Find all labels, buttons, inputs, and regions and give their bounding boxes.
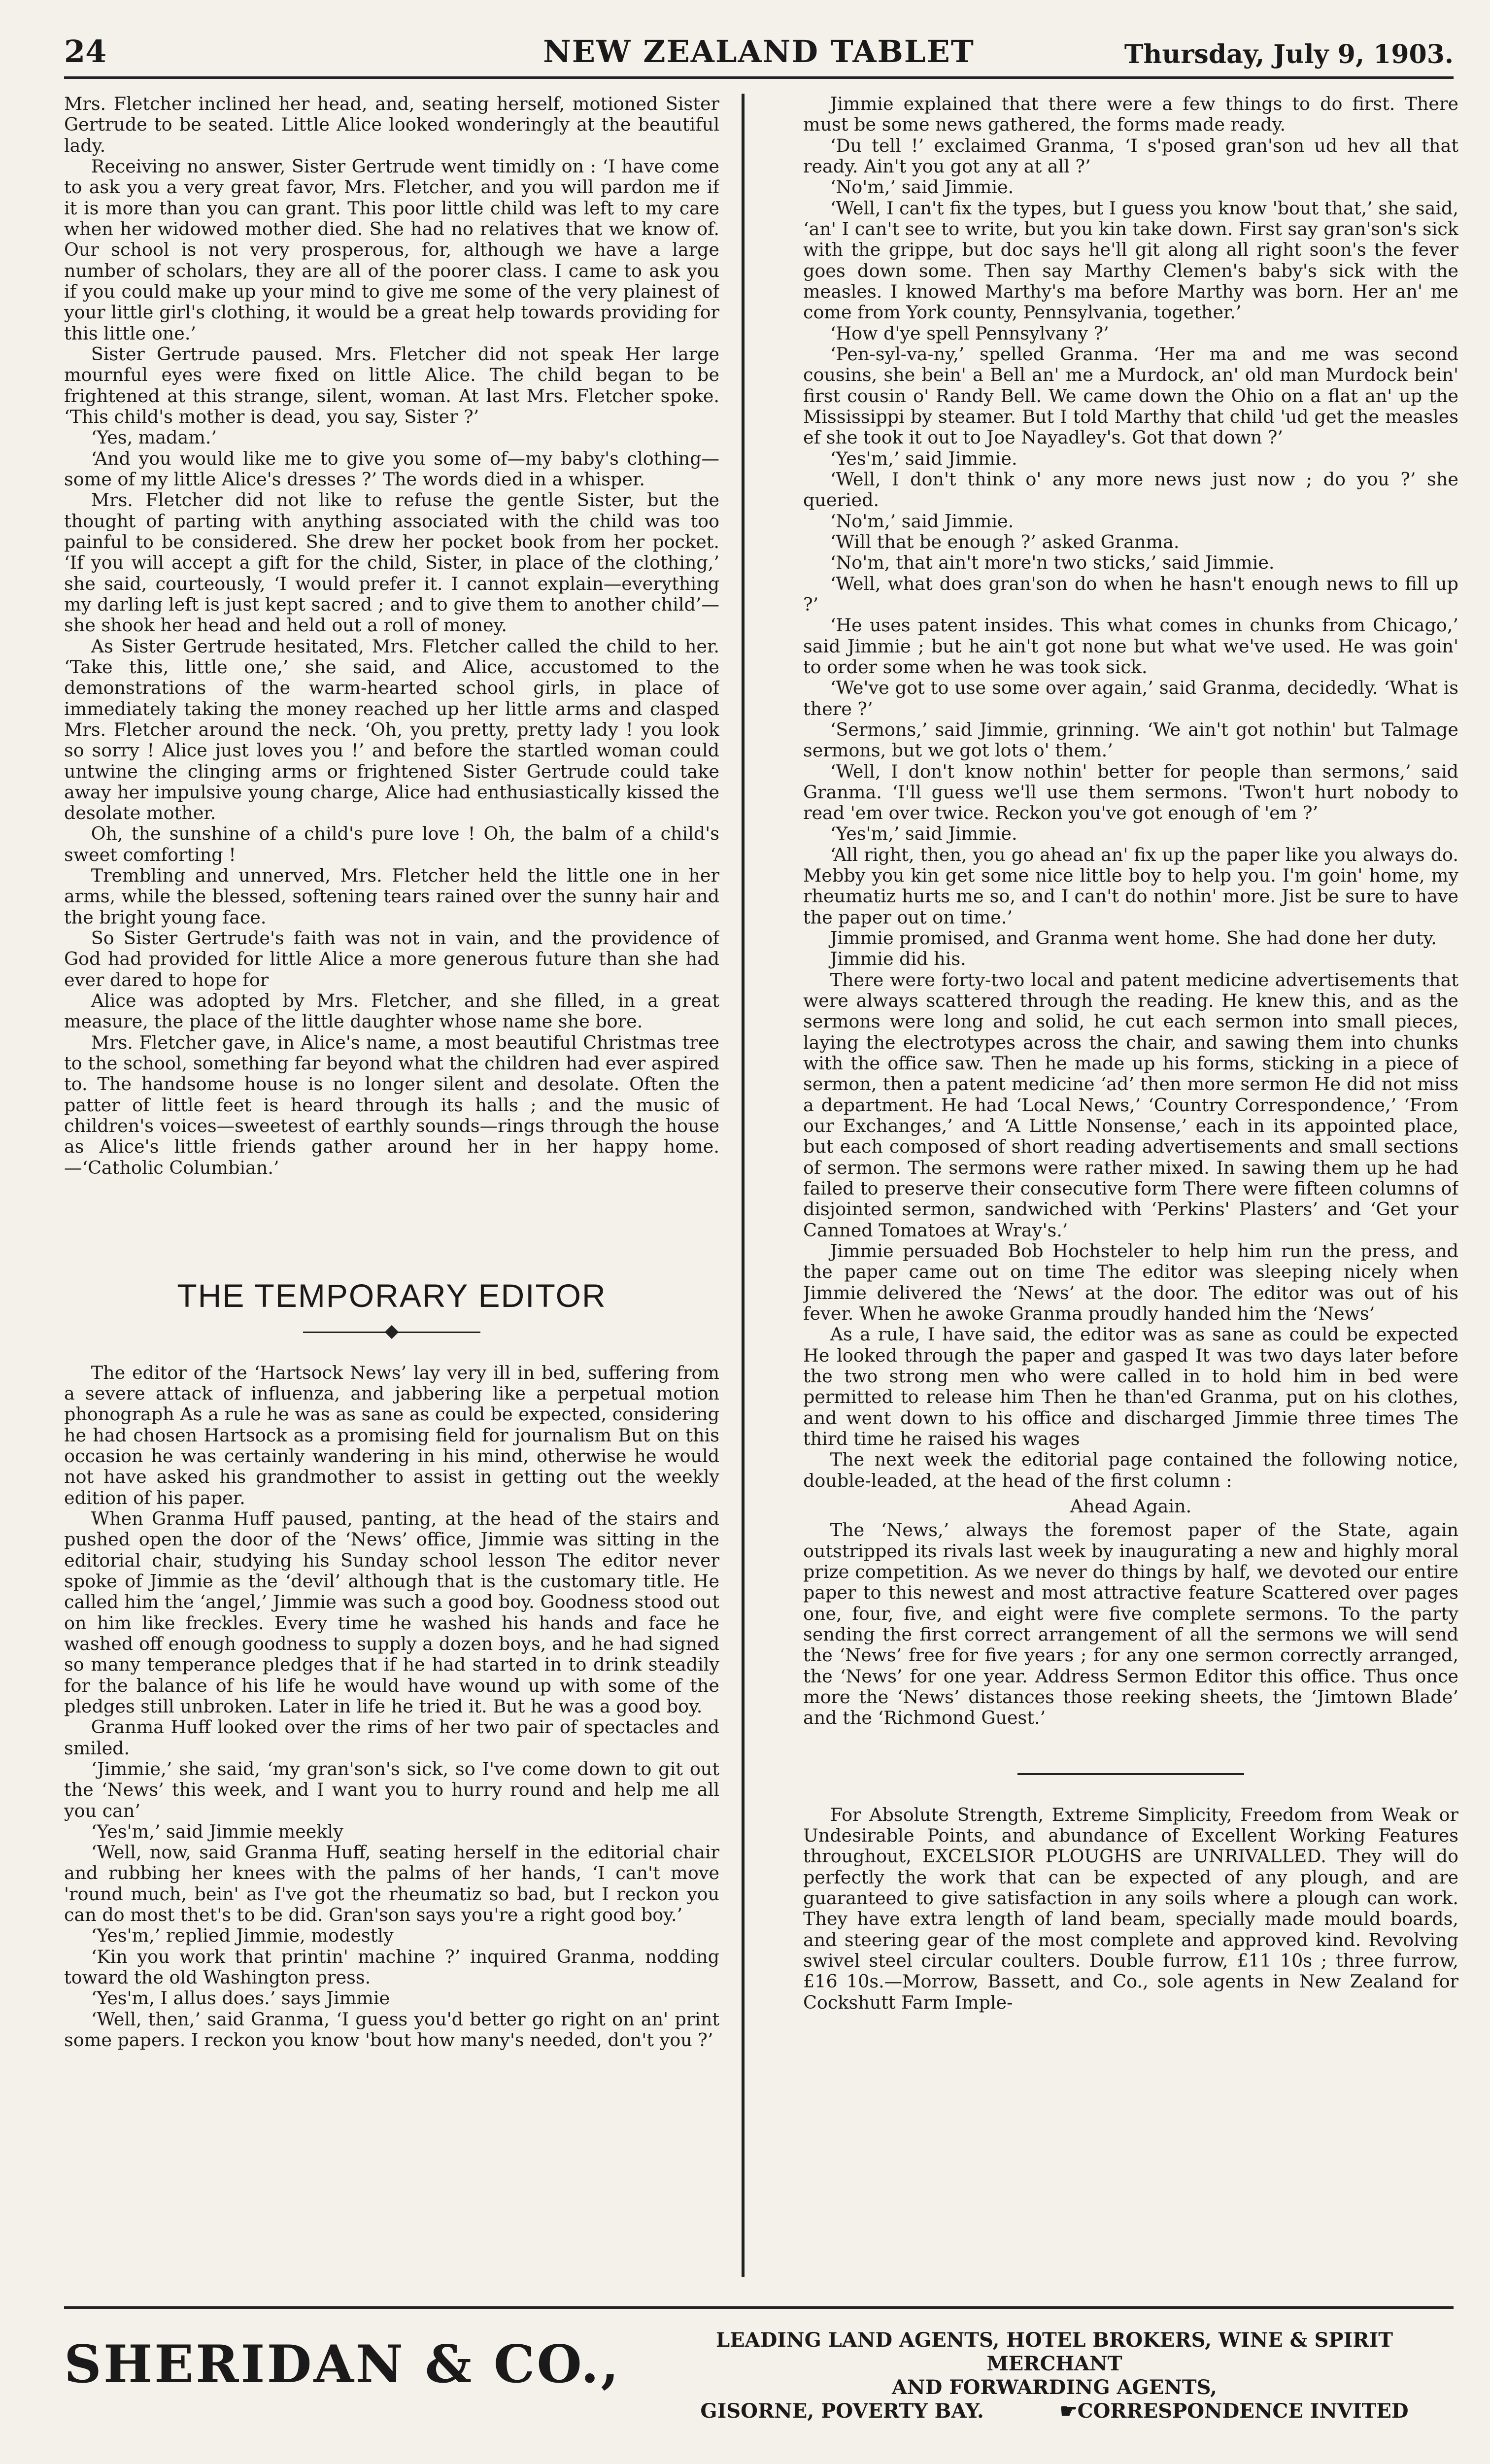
title-divider: [303, 1332, 480, 1333]
paragraph: ‘Yes'm,’ said Jimmie.: [830, 823, 1017, 845]
page-header: [64, 30, 1454, 79]
paragraph: Sister Gertrude paused. Mrs. Fletcher did not speak Her large mournful eyes were fixed on little Alice. The child began to be frightened at this strange, silent, woman. At last Mrs. Fletcher spoke. ‘This child's mother is dead, you say, Sister ?’: [64, 343, 719, 427]
footer-info: [655, 2328, 1454, 2423]
paragraph: ‘Yes'm, I allus does.’ says Jimmie: [91, 1987, 390, 2009]
column-rule: [742, 94, 745, 2277]
story-ending: [64, 94, 719, 1178]
paragraph: ‘How d'ye spell Pennsylvany ?’: [830, 322, 1109, 344]
paragraph: ‘No'm,’ said Jimmie.: [830, 510, 1014, 532]
paragraph: As a rule, I have said, the editor was as sane as could be expected He looked through the paper and gasped It was two days later before the two strong men who were called in to hold him in bed were permitted to release him Then he than'ed Granma, put on his clothes, and went down to his office and discharged Jimmie three times The third time he raised his wages: [803, 1324, 1458, 1449]
paragraph: ‘And you would like me to give you some of—my baby's clothing—some of my little Alice's dresses ?’ The words died in a whisper.: [64, 447, 719, 490]
paragraph: ‘All right, then, you go ahead an' fix up the paper like you always do. Mebby you kin get some nice little boy to help you. I'm goin' home, my rheumatiz hurts me so, and I can't do nothin' more. Jist be sure to have the paper out on time.’: [803, 844, 1458, 928]
paragraph: As Sister Gertrude hesitated, Mrs. Fletcher called the child to her. ‘Take this, little one,’ she said, and Alice, accustomed to the demonstrations of the warm-hearted school girls, in place of immediately taking the money reached up her little arms and clasped Mrs. Fletcher around the neck. ‘Oh, you pretty, pretty lady ! you look so sorry ! Alice just loves you !’ and before the startled woman could untwine the clinging arms or frightened Sister Gertrude could take away her impulsive young charge, Alice had enthusiastically kissed the desolate mother.: [64, 635, 719, 824]
paragraph: ‘Du tell !’ exclaimed Granma, ‘I s'posed gran'son ud hev all that ready. Ain't you got any at all ?’: [803, 135, 1458, 177]
paragraph: ‘Kin you work that printin' machine ?’ inquired Granma, nodding toward the old Washington press.: [64, 1946, 719, 1988]
paragraph: ‘No'm,’ said Jimmie.: [830, 176, 1014, 198]
paragraph: The next week the editorial page contained the following notice, double-leaded, at the head of the first column :: [803, 1449, 1458, 1491]
paragraph: ‘Yes'm,’ said Jimmie.: [830, 447, 1017, 469]
paragraph: Mrs. Fletcher inclined her head, and, seating herself, motioned Sister Gertrude to be seated. Little Alice looked wonderingly at the beautiful lady.: [64, 94, 719, 156]
brand-name: SHERIDAN & CO.,: [64, 2333, 621, 2395]
paragraph: ‘Well, I can't fix the types, but I guess you know 'bout that,’ she said, ‘an' I can't see to write, but you kin take down. First say gran'son's sick with the grippe, but doc says he'll git along all right soon's the fever goes down some. Then say Marthy Clemen's baby's sick with the measles. I knowed Marthy's ma before Marthy was born. Her an' me come from York county, Pennsylvania, together.’: [803, 197, 1458, 323]
footer-line1: LEADING LAND AGENTS, HOTEL BROKERS, WINE & SPIRIT MERCHANT: [715, 2328, 1393, 2375]
paragraph: ‘We've got to use some over again,’ said Granma, decidedly. ‘What is there ?’: [803, 677, 1458, 719]
paragraph: Trembling and unnerved, Mrs. Fletcher held the little one in her arms, while the blessed, softening tears rained over the sunny hair and the bright young face.: [64, 865, 719, 928]
editor-story: [64, 1363, 719, 2051]
page-number: 24: [64, 34, 107, 69]
paragraph: Mrs. Fletcher did not like to refuse the gentle Sister, but the thought of parting with anything associated with the child was too painful to be considered. She drew her pocket book from her pocket. ‘If you will accept a gift for the child, Sister, in place of the clothing,’ she said, courteously, ‘I would prefer it. I cannot explain—everything my darling left is just kept sacred ; and to give them to another child’—she shook her head and held out a roll of money.: [64, 489, 719, 636]
paragraph: ‘He uses patent insides. This what comes in chunks from Chicago,’ said Jimmie ; but he ain't got none but what we've used. He was goin' to order some when he was took sick.: [803, 615, 1458, 678]
masthead: NEW ZEALAND TABLET: [543, 34, 975, 69]
paragraph: Jimmie did his.: [830, 948, 966, 970]
paragraph: ‘Well, I don't know nothin' better for people than sermons,’ said Granma. ‘I'll guess we'll use them sermons. 'Twon't hurt nobody to read 'em over twice. Reckon you've got enough of 'em ?’: [803, 760, 1458, 824]
paragraph: Receiving no answer, Sister Gertrude went timidly on : ‘I have come to ask you a very great favor, Mrs. Fletcher, and you will pardon me if it is more than you can grant. This poor little child was left to my care when her widowed mother died. She had no relatives that we know of. Our school is not very prosperous, for, although we have a large number of scholars, they are all of the poorer class. I came to ask you if you could make up your mind to give me some of the very plainest of your little girl's clothing, it would be a great help towards providing for this little one.’: [64, 155, 719, 344]
paragraph: ‘Will that be enough ?’ asked Granma.: [830, 531, 1180, 552]
footer-correspondence: ☛CORRESPONDENCE INVITED: [1059, 2399, 1409, 2423]
footer-line3: [655, 2399, 1454, 2423]
paragraph: ‘Well, I don't think o' any more news just now ; do you ?’ she queried.: [803, 468, 1458, 511]
paragraph: Oh, the sunshine of a child's pure love ! Oh, the balm of a child's sweet comforting !: [64, 823, 719, 865]
issue-date: Thursday, July 9, 1903.: [1124, 39, 1454, 69]
paragraph: Jimmie promised, and Granma went home. She had done her duty.: [830, 927, 1437, 949]
paragraph: ‘Well, what does gran'son do when he hasn't enough news to fill up ?’: [803, 573, 1458, 615]
advert-divider: [1017, 1773, 1244, 1775]
right-column: [803, 94, 1458, 2277]
paragraph: ‘Yes'm,’ said Jimmie meekly: [91, 1820, 343, 1842]
footer-line2: AND FORWARDING AGENTS,: [892, 2376, 1217, 2399]
paragraph: ‘Pen-syl-va-ny,’ spelled Granma. ‘Her ma and me was second cousins, she bein' a Bell an' me a Murdock, an' old man Murdock bein' first cousin o' Randy Bell. We came down the Ohio on a flat an' up the Mississippi by steamer. But I told Marthy that child 'ud get the measles ef she took it out to Joe Nayadley's. Got that down ?’: [803, 343, 1458, 448]
paragraph: ‘Yes, madam.’: [91, 427, 217, 448]
notice-text: The ‘News,’ always the foremost paper of the State, again outstripped its rivals last week by inaugurating a new and highly moral prize competition. As we never do things by half, we devoted our entire paper to this newest and most attractive feature Scattered over pages one, four, five, and eight were five complete sermons. To the party sending the first correct arrangement of all the sermons we will send the ‘News’ free for five years ; for any one sermon correctly arranged, the ‘News’ for one year. Address Sermon Editor this office. Thus once more the ‘News’ distances those reeking sheets, the ‘Jimtown Blade’ and the ‘Richmond Guest.’: [803, 1519, 1458, 1729]
paragraph: ‘Sermons,’ said Jimmie, grinning. ‘We ain't got nothin' but Talmage sermons, but we got lots o' them.’: [803, 719, 1458, 761]
left-column: [64, 94, 719, 2277]
paragraph: ‘Well, then,’ said Granma, ‘I guess you'd better go right on an' print some papers. I reckon you know 'bout how many's needed, don't you ?’: [64, 2008, 719, 2051]
notice-heading: Ahead Again.: [1070, 1495, 1192, 1517]
paragraph: So Sister Gertrude's faith was not in vain, and the providence of God had provided for little Alice a more generous future than she had ever dared to hope for: [64, 927, 719, 991]
paragraph: Mrs. Fletcher gave, in Alice's name, a most beautiful Christmas tree to the school, something far beyond what the children had ever aspired to. The handsome house is no longer silent and desolate. Often the patter of little feet is heard through its halls ; and the music of children's voices—sweetest of earthly sounds—rings through the house as Alice's little friends gather around her in her happy home.—‘Catholic Columbian.’: [64, 1031, 719, 1178]
paragraph: ‘Well, now, said Granma Huff, seating herself in the editorial chair and rubbing her knees with the palms of her hands, ‘I can't move 'round much, bein' as I've got the rheumatiz so bad, but I reckon you can do most thet's to be did. Gran'son says you're a right good boy.’: [64, 1842, 719, 1926]
paragraph: Granma Huff looked over the rims of her two pair of spectacles and smiled.: [64, 1716, 719, 1759]
paragraph: Jimmie persuaded Bob Hochsteler to help him run the press, and the paper came out on time The editor was sleeping nicely when Jimmie delivered the ‘News’ at the door. The editor was out of his fever. When he awoke Granma proudly handed him the ‘News’: [803, 1240, 1458, 1325]
footer-advert: [64, 2306, 1454, 2437]
paragraph: When Granma Huff paused, panting, at the head of the stairs and pushed open the door of the ‘News’ office, Jimmie was sitting in the editorial chair, studying his Sunday school lesson The editor never spoke of Jimmie as the ‘devil’ although that is the customary title. He called him the ‘angel,’ Jimmie was such a good boy. Goodness stood out on him like freckles. Every time he washed his hands and face he washed off enough goodness to supply a dozen boys, and he had signed so many temperance pledges that if he had started in to drink steadily for the balance of his life he would have wound up with some of the pledges still unbroken. Later in life he tried it. But he was a good boy.: [64, 1507, 719, 1717]
paragraph: The editor of the ‘Hartsock News’ lay very ill in bed, suffering from a severe attack of influenza, and jabbering like a perpetual motion phonograph As a rule he was as sane as could be expected, considering he had chosen Hartsock as a promising field for journalism But on this occasion he was certainly wandering in his mind, otherwise he would not have asked his grandmother to assist in getting out the weekly edition of his paper.: [64, 1362, 719, 1508]
paragraph: ‘No'm, that ain't more'n two sticks,’ said Jimmie.: [830, 552, 1275, 574]
footer-location: GISORNE, POVERTY BAY.: [700, 2399, 984, 2423]
plough-advert: For Absolute Strength, Extreme Simplicity, Freedom from Weak or Undesirable Points, and abundance of Excellent Working Features throughout, EXCELSIOR PLOUGHS are UNRIVALLED. They will do perfectly the work that can be expected of any plough, and are guaranteed to give satisfaction in any soils where a plough can work. They have extra length of land beam, specially made mould boards, and steering gear of the most complete and approved kind. Revolving swivel steel circular coulters. Double furrow, £11 10s ; three furrow, £16 10s.—Morrow, Bassett, and Co., sole agents in New Zealand for Cockshutt Farm Imple-: [803, 1804, 1458, 2013]
paragraph: ‘Yes'm,’ replied Jimmie, modestly: [91, 1925, 394, 1947]
paragraph: Jimmie explained that there were a few things to do first. There must be some news gathered, the forms made ready.: [803, 94, 1458, 136]
paragraph: There were forty-two local and patent medicine advertisements that were always scattered through the reading. He knew this, and as the sermons were long and solid, he cut each sermon into small pieces, laying the electrotypes across the chair, and sawing them into chunks with the office saw. Then he made up his forms, sticking in a piece of sermon, then a patent medicine ‘ad’ then more sermon He did not miss a department. He had ‘Local News,’ ‘Country Correspondence,’ ‘From our Exchanges,’ and ‘A Little Nonsense,’ each in its appointed place, but each composed of short reading advertisements and small sections of sermon. The sermons were rather mixed. In sawing them up he had failed to preserve their consecutive form There were fifteen columns of disjointed sermon, sandwiched with ‘Perkins' Plasters’ and ‘Get your Canned Tomatoes at Wray's.’: [803, 969, 1458, 1241]
paragraph: Alice was adopted by Mrs. Fletcher, and she filled, in a great measure, the place of the little daughter whose name she bore.: [64, 990, 719, 1032]
paragraph: ‘Jimmie,’ she said, ‘my gran'son's sick, so I've come down to git out the ‘News’ this week, and I want you to hurry round and help me all you can’: [64, 1758, 719, 1821]
section-title: THE TEMPORARY EDITOR: [177, 1277, 607, 1314]
